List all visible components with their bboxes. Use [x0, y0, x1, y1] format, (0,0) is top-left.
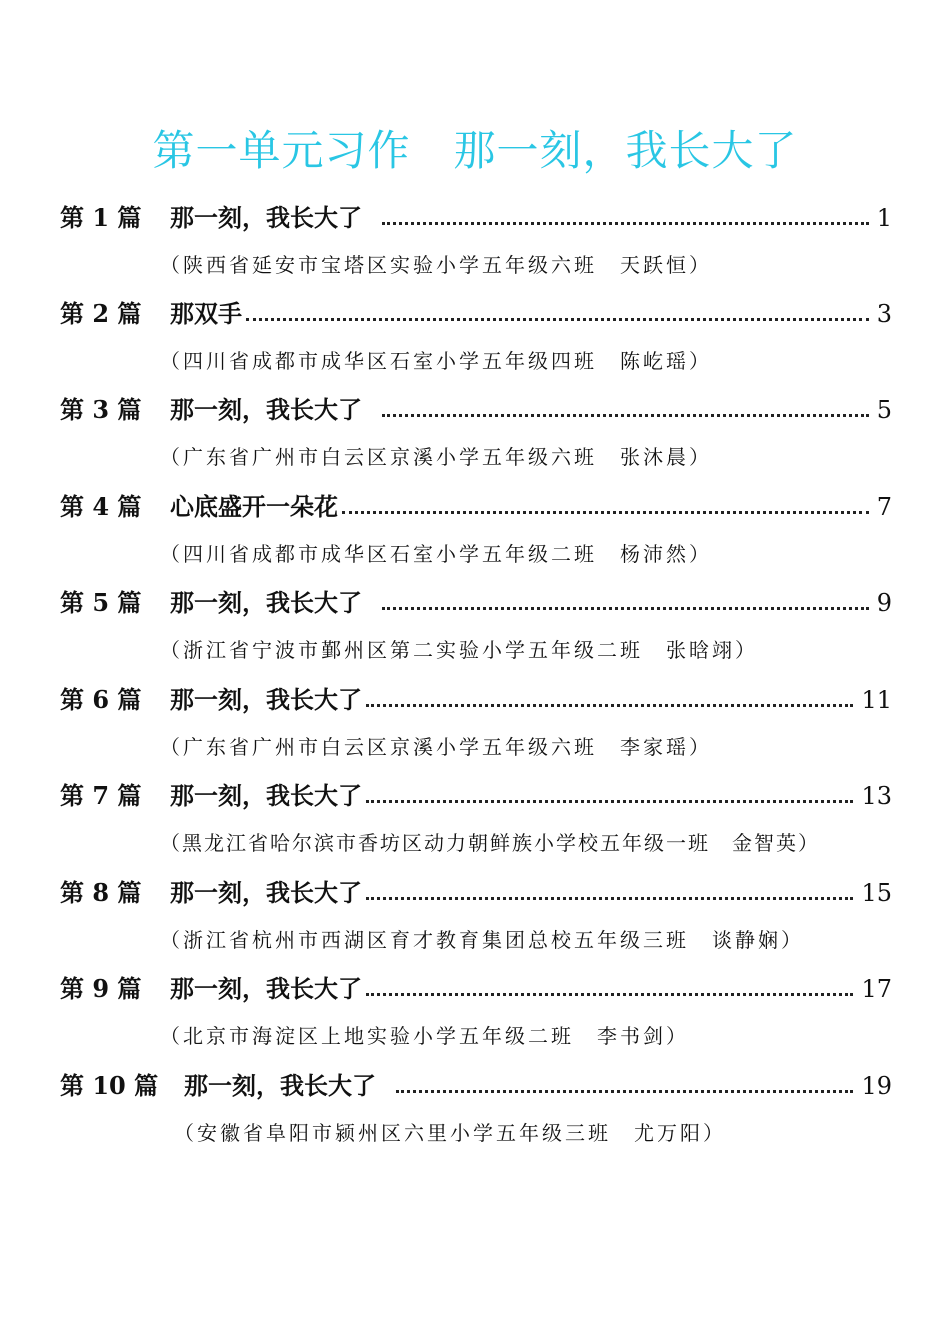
leader-dots	[366, 703, 853, 707]
leader-dots	[396, 1089, 853, 1093]
entry-number: 第 2 篇	[60, 299, 142, 328]
entry-number: 第 6 篇	[60, 685, 142, 714]
entry-number: 第 3 篇	[60, 395, 142, 424]
entry-number: 第 9 篇	[60, 974, 142, 1003]
entry-author: （广东省广州市白云区京溪小学五年级六班 张沐晨）	[160, 445, 712, 469]
entry-title[interactable]: 心底盛开一朵花	[170, 492, 338, 521]
entry-page-number: 11	[861, 686, 892, 714]
entry-author: （黑龙江省哈尔滨市香坊区动力朝鲜族小学校五年级一班 金智英）	[160, 831, 820, 855]
leader-dots	[382, 221, 869, 225]
leader-dots	[366, 896, 853, 900]
entry-author: （四川省成都市成华区石室小学五年级二班 杨沛然）	[160, 542, 712, 566]
entry-page-number: 3	[876, 300, 892, 328]
entry-title[interactable]: 那一刻，我长大了	[170, 203, 362, 232]
entry-author: （陕西省延安市宝塔区实验小学五年级六班 天跃恒）	[160, 253, 712, 277]
entry-author: （安徽省阜阳市颍州区六里小学五年级三班 尤万阳）	[174, 1121, 726, 1145]
entry-number: 第 5 篇	[60, 588, 142, 617]
entry-number: 第 10 篇	[60, 1071, 159, 1100]
entry-title[interactable]: 那一刻，我长大了	[170, 395, 362, 424]
entry-page-number: 13	[861, 782, 892, 810]
entry-page-number: 19	[861, 1072, 892, 1100]
leader-dots	[342, 510, 869, 514]
entry-title[interactable]: 那一刻，我长大了	[170, 588, 362, 617]
entry-page-number: 7	[876, 493, 892, 521]
entry-title[interactable]: 那一刻，我长大了	[170, 781, 362, 810]
entry-author: （浙江省杭州市西湖区育才教育集团总校五年级三班 谈静娴）	[160, 928, 804, 952]
leader-dots	[382, 606, 869, 610]
entry-title[interactable]: 那双手	[170, 299, 242, 328]
entry-page-number: 1	[876, 204, 892, 232]
entry-title[interactable]: 那一刻，我长大了	[170, 878, 362, 907]
entry-number: 第 4 篇	[60, 492, 142, 521]
leader-dots	[382, 413, 869, 417]
leader-dots	[366, 799, 853, 803]
entry-page-number: 17	[861, 975, 892, 1003]
entry-page-number: 9	[876, 589, 892, 617]
entry-author: （四川省成都市成华区石室小学五年级四班 陈屹瑶）	[160, 349, 712, 373]
leader-dots	[366, 992, 853, 996]
entry-number: 第 8 篇	[60, 878, 142, 907]
entry-title[interactable]: 那一刻，我长大了	[184, 1071, 376, 1100]
entry-number: 第 1 篇	[60, 203, 142, 232]
entry-title[interactable]: 那一刻，我长大了	[170, 685, 362, 714]
entry-number: 第 7 篇	[60, 781, 142, 810]
leader-dots	[246, 317, 869, 321]
entry-author: （广东省广州市白云区京溪小学五年级六班 李家瑶）	[160, 735, 712, 759]
entry-page-number: 5	[876, 396, 892, 424]
entry-title[interactable]: 那一刻，我长大了	[170, 974, 362, 1003]
entry-author: （浙江省宁波市鄞州区第二实验小学五年级二班 张晗翊）	[160, 638, 758, 662]
entry-author: （北京市海淀区上地实验小学五年级二班 李书剑）	[160, 1024, 689, 1048]
page-title: 第一单元习作 那一刻，我长大了	[152, 126, 798, 175]
entry-page-number: 15	[861, 879, 892, 907]
